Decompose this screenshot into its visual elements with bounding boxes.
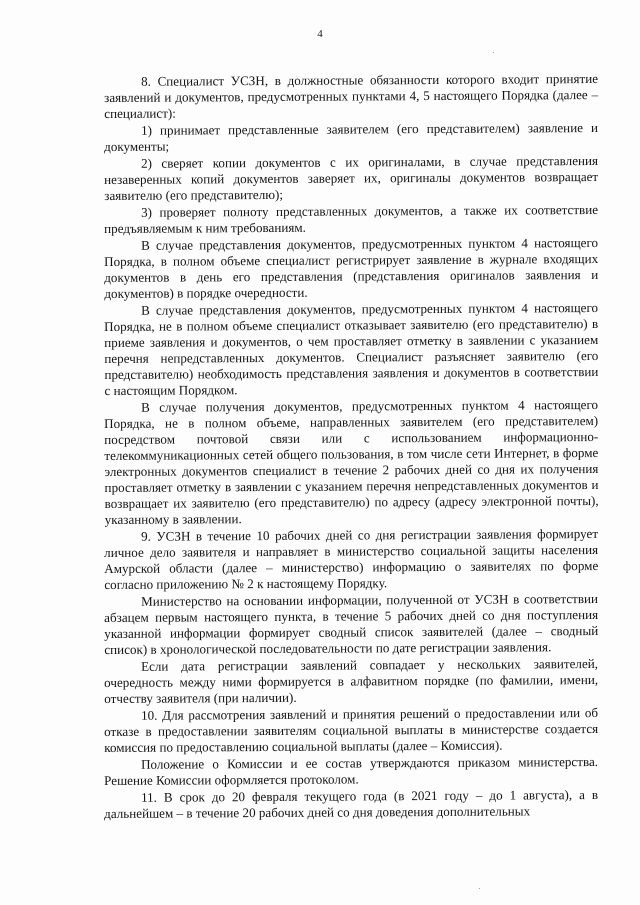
paragraph-10: 10. Для рассмотрения заявлений и принятия решений о предоставлении или об отказе в предоставлении заявителям социальной выплаты в министерстве создается комиссия по предоставлению социальной выплаты (далее – Комиссия).: [104, 704, 599, 755]
paragraph-8-item-2: 2) сверяет копии документов с их оригиналами, в случае представления незаверенных копий документов заверяет их, оригиналы документов возвращает заявителю (его представителю);: [104, 152, 599, 203]
paragraph-10-commission: Положение о Комиссии и ее состав утверждаются приказом министерства. Решение Комиссии оформляется протоколом.: [104, 753, 599, 788]
scan-speck: ·: [492, 48, 495, 57]
paragraph-9-same-date: Если дата регистрации заявлений совпадает у нескольких заявителей, очередность между ними формируется в алфавитном порядке (по фамилии, имени, отчеству заявителя (при наличии).: [104, 655, 599, 706]
page-number: 4: [317, 28, 323, 40]
paragraph-8-item-1: 1) принимает представленные заявителем (его представителем) заявление и документы;: [104, 119, 599, 154]
paragraph-8-intro: 8. Специалист УСЗН, в должностные обязанности которого входит принятие заявлений и документов, предусмотренных пунктами 4, 5 настоящего Порядка (далее – специалист):: [104, 70, 599, 121]
paragraph-9-ministry: Министерство на основании информации, полученной от УСЗН в соответствии абзацем первым настоящего пункта, в течение 5 рабочих дней со дня поступления указанной информации формирует сводный список заявителей (далее – сводный список) в хронологической последовательности по дате регистрации заявления.: [104, 590, 599, 657]
paragraph-full-set: В случае представления документов, предусмотренных пунктом 4 настоящего Порядка, в полном объеме специалист регистрирует заявление в журнале входящих документов в день его представления (представления оригиналов заявления и документов) в порядке очередности.: [104, 234, 599, 301]
scan-speck: ·: [478, 884, 481, 893]
paragraph-incomplete-set: В случае представления документов, предусмотренных пунктом 4 настоящего Порядка, не в полном объеме специалист отказывает заявителю (его представителю) в приеме заявления и документов, о чем проставляет отметку в заявлении с указанием перечня непредставленных документов. Специалист разъясняет заявителю (его представителю) необходимость представления заявления и документов в соответствии с настоящим Порядком.: [104, 299, 599, 398]
paragraph-9: 9. УСЗН в течение 10 рабочих дней со дня регистрации заявления формирует личное дело заявителя и направляет в министерство социальной защиты населения Амурской области (далее – министерство) информацию о заявителях по форме согласно приложению № 2 к настоящему Порядку.: [104, 525, 599, 592]
document-body: [104, 70, 599, 823]
paragraph-8-item-3: 3) проверяет полноту представленных документов, а также их соответствие предъявляемым к ним требованиям.: [104, 201, 599, 236]
paragraph-postal-receipt: В случае получения документов, предусмотренных пунктом 4 настоящего Порядка, не в полном объеме, направленных заявителем (его представителем) посредством почтовой связи или с использованием информационно-телекоммуникационных сетей общего пользования, в том числе сети Интернет, в форме электронных документов специалист в течение 2 рабочих дней со дня их получения проставляет отметку в заявлении с указанием перечня непредставленных документов и возвращает их заявителю (его представителю) по адресу (адресу электронной почты), указанному в заявлении.: [104, 396, 599, 527]
paragraph-11: 11. В срок до 20 февраля текущего года (в 2021 году – до 1 августа), а в дальнейшем – в течение 20 рабочих дней со дня доведения дополнительных: [104, 786, 599, 821]
